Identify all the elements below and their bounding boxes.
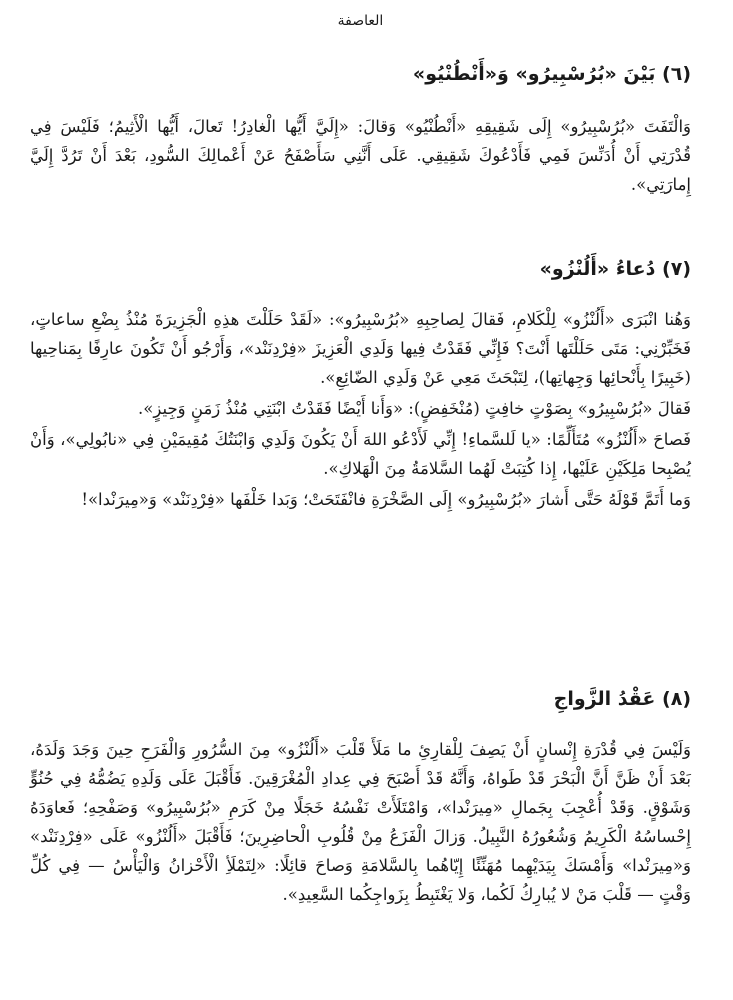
section-title: (٦) بَيْنَ «بُرُسْبِيرُو» وَ«أَنْطُنْيُو» [412,63,691,85]
paragraph: وَهُنا انْبَرَى «أَلُنْزُو» لِلْكَلامِ، فَقالَ لِصاحِبِهِ «بُرُسْبِيرُو»: «لَقَدْ حَلَلْتَ هذِهِ الْجَزِيرَةَ مُنْذُ بِضْعِ ساعاتٍ، فَخَبِّرْنِي: مَتَى حَلَلْتَها أَنْتَ؟ فَإِنِّي فَقَدْتُ فِيها وَلَدِي الْعَزِيزَ «فِرْدِنَنْد»، وَأَرْجُو أَنْ تَكُونَ عارِفًا بِمَناحِيها (خَبِيرًا بِأَنْحائِها وَجِهاتِها)، لِتَبْحَثَ مَعِي عَنْ وَلَدِي الضّائِعِ». [30,310,691,387]
paragraph: وَالْتَفَتَ «بُرُسْبِيرُو» إِلَى شَقِيقِهِ «أَنْطُنْيُو» وَقالَ: «إِلَيَّ أَيُّها الْغادِرُ! تَعالَ، أَيُّها الْأَثِيمُ؛ فَلَيْسَ فِي قُدْرَتِي أَنْ أُدَنِّسَ فَمِي فَأَدْعُوكَ شَقِيقِي. عَلَى أَنَّنِي سَأَصْفَحُ عَنْ أَعْمالِكَ السُّودِ، بَعْدَ أَنْ تَرُدَّ إِلَيَّ إِمارَتِي». [30,117,691,194]
running-header: العاصفة [337,13,384,29]
paragraph: فَقالَ «بُرُسْبِيرُو» بِصَوْتٍ خافِتٍ (مُنْخَفِضٍ): «وَأَنا أَيْضًا فَقَدْتُ ابْنَتِي مُنْذُ زَمَنٍ وَجِيزٍ». [138,399,691,418]
section-7 [30,255,691,516]
paragraph: وَما أَتَمَّ قَوْلَهُ حَتَّى أَشارَ «بُرُسْبِيرُو» إِلَى الصَّخْرَةِ فانْفَتَحَتْ؛ وَبَدا خَلْفَها «فِرْدِنَنْد» وَ«مِيرَنْدا»! [81,490,691,509]
paragraph: فَصاحَ «أَلُنْزُو» مُتَأَلِّمًا: «يا لَلسَّماءِ! إِنِّي لَأَدْعُو اللهَ أَنْ يَكُونَ وَلَدِي وَابْنَتُكَ مُقِيمَيْنِ فِي «نابُولِي»، وَأَنْ يُصْبِحا مَلِكَيْنِ عَلَيْها، إِذا كُتِبَتْ لَهُما السَّلامَةُ مِنَ الْهَلاكِ». [30,430,691,478]
paragraph: وَلَيْسَ فِي قُدْرَةِ إِنْسانٍ أَنْ يَصِفَ لِلْقارِئِ ما مَلَأَ قَلْبَ «أَلُنْزُو» مِنَ السُّرُورِ وَالْفَرَحِ حِينَ وَجَدَ وَلَدَهُ، بَعْدَ أَنْ ظَنَّ أَنَّ الْبَحْرَ قَدْ طَواهُ، وَأَنَّهُ قَدْ أَصْبَحَ فِي عِدادِ الْمُغْرَقِينَ. فَأَقْبَلَ عَلَى وَلَدِهِ يَضُمُّهُ فِي حُنُوٍّ وَشَوْقٍ. وَقَدْ أُعْجِبَ بِجَمالِ «مِيرَنْدا»، وَامْتَلَأَتْ نَفْسُهُ خَجَلًا مِنْ كَرَمِ «بُرُسْبِيرُو» وَصَفْحِهِ؛ فَعاوَدَهُ إِحْساسُهُ الْكَرِيمُ وَشُعُورُهُ النَّبِيلُ. وَزالَ الْفَزَعُ مِنْ قُلُوبِ الْحاضِرِينَ؛ فَأَقْبَلَ «أَلُنْزُو» عَلَى «فِرْدِنَنْد» وَ«مِيرَنْدا» وَأَمْسَكَ بِيَدَيْهِما مُهَنِّئًا إِيّاهُما بِالسَّلامَةِ وَصاحَ قائِلًا: «لِتَمْلَأِ الْأَحْزانُ وَالْيَأْسُ — فِي كُلِّ وَقْتٍ — قَلْبَ مَنْ لا يُبارِكُ لَكُما، وَلا يَغْتَبِطُ بِزَواجِكُما السَّعِيدِ». [30,740,691,904]
section-title: (٨) عَقْدُ الزَّواجِ [553,688,691,710]
section-8 [30,685,691,909]
section-title: (٧) دُعاءُ «أَلُنْزُو» [539,258,691,280]
section-6 [30,60,691,199]
